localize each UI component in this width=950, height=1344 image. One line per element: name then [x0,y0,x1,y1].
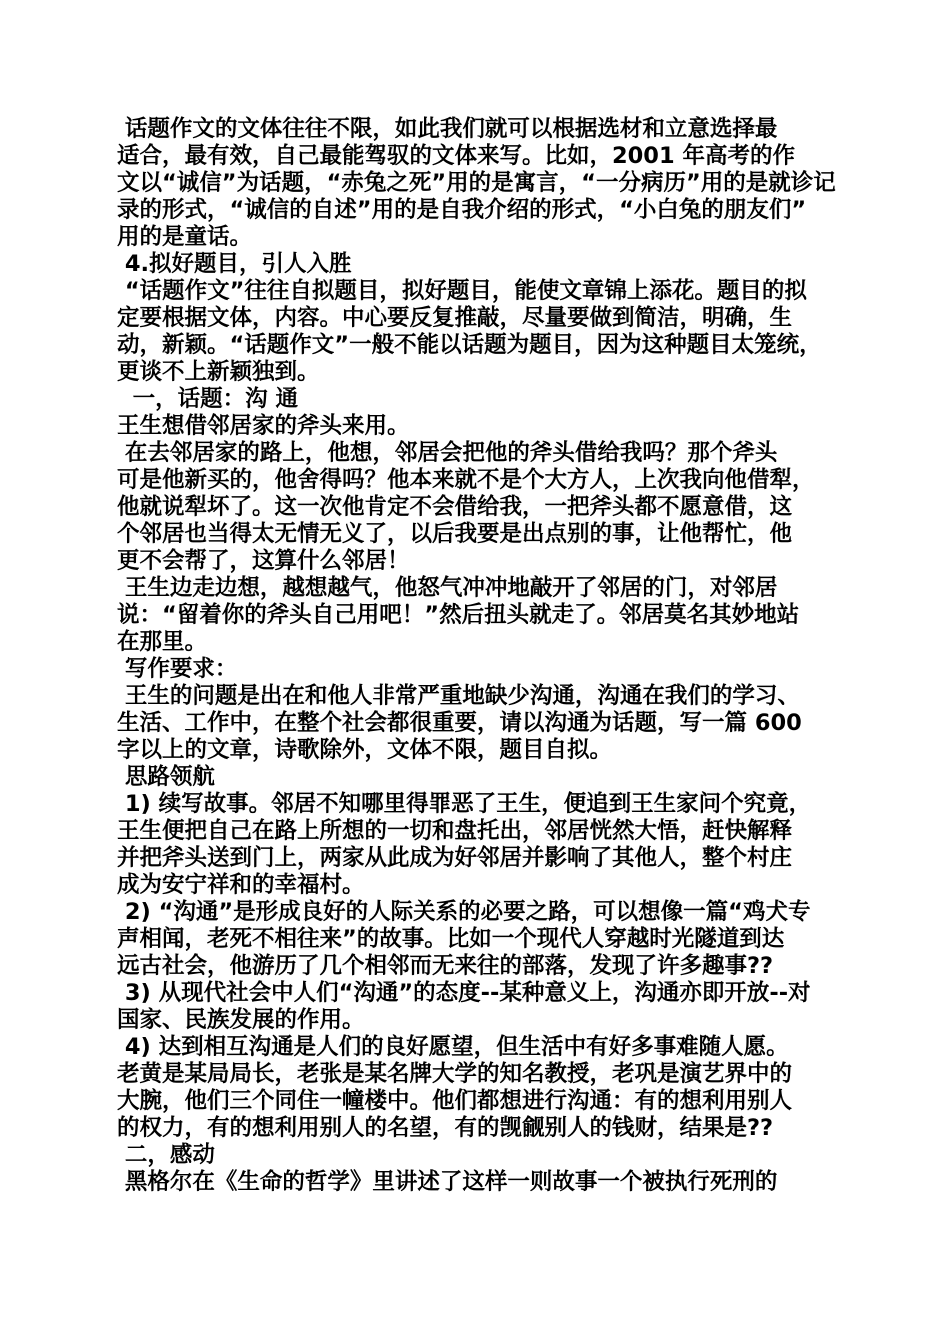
text-line: 用的是童话。 [117,224,253,250]
text-line: 话题作文的文体往往不限，如此我们就可以根据选材和立意选择最 [117,116,778,142]
section-heading-requirements [117,656,839,683]
text-line: 可是他新买的，他舍得吗？他本来就不是个大方人，上次我向他借犁， [117,467,815,493]
text-line: 在去邻居家的路上，他想，邻居会把他的斧头借给我吗？那个斧头 [117,440,778,466]
text-line: 王生想借邻居家的斧头来用。 [117,413,410,439]
list-item-idea-4 [117,1034,839,1142]
paragraph-hegel-story [117,1169,839,1196]
text-line: 王生的问题是出在和他人非常严重地缺少沟通，沟通在我们的学习、 [117,683,800,709]
text-line: 录的形式，“诚信的自述”用的是自我介绍的形式，“小白兔的朋友们” [117,197,807,223]
text-line: 4) 达到相互沟通是人们的良好愿望，但生活中有好多事难随人愿。 [117,1034,789,1060]
text-line: 黑格尔在《生命的哲学》里讲述了这样一则故事一个被执行死刑的 [117,1169,778,1195]
text-line: 的权力，有的想利用别人的名望，有的觊觎别人的钱财，结果是?? [117,1115,774,1141]
text-line: 并把斧头送到门上，两家从此成为好邻居并影响了其他人，整个村庄 [117,845,793,871]
list-item-idea-3 [117,980,839,1034]
text-line: “话题作文”往往自拟题目，拟好题目，能使文章锦上添花。题目的拟 [117,278,807,304]
text-line: 王生边走边想，越想越气，他怒气冲冲地敲开了邻居的门，对邻居 [117,575,778,601]
text-line: 3) 从现代社会中人们“沟通”的态度--某种意义上，沟通亦即开放--对 [117,980,811,1006]
heading-line: 二，感动 [117,1142,215,1168]
text-line: 1) 续写故事。邻居不知哪里得罪恶了王生，便追到王生家问个究竟， [117,791,812,817]
text-line: 2) “沟通”是形成良好的人际关系的必要之路，可以想像一篇“鸡犬专 [117,899,811,925]
text-line: 字以上的文章，诗歌除外，文体不限，题目自拟。 [117,737,613,763]
section-heading-title [117,251,839,278]
paragraph-topic-essay-style [117,116,839,251]
text-line: 适合，最有效，自己最能驾驭的文体来写。比如，2001 年高考的作 [117,143,795,169]
heading-line: 思路领航 [117,764,215,790]
paragraph-story-ending [117,575,839,656]
text-line: 王生便把自己在路上所想的一切和盘托出，邻居恍然大悟，赶快解释 [117,818,793,844]
paragraph-story-thoughts [117,440,839,575]
text-line: 成为安宁祥和的幸福村。 [117,872,365,898]
list-item-idea-1 [117,791,839,899]
text-line: 说：“留着你的斧头自己用吧！”然后扭头就走了。邻居莫名其妙地站 [117,602,800,628]
text-line: 他就说犁坏了。这一次他肯定不会借给我，一把斧头都不愿意借，这 [117,494,793,520]
text-line: 远古社会，他游历了几个相邻而无来往的部落，发现了许多趣事?? [117,953,774,979]
text-line: 定要根据文体，内容。中心要反复推敲，尽量要做到简洁，明确，生 [117,305,793,331]
text-line: 生活、工作中，在整个社会都很重要，请以沟通为话题，写一篇 600 [117,710,802,736]
text-line: 老黄是某局局长，老张是某名牌大学的知名教授，老巩是演艺界中的 [117,1061,793,1087]
text-line: 大腕，他们三个同住一幢楼中。他们都想进行沟通：有的想利用别人 [117,1088,793,1114]
heading-line: 写作要求： [117,656,238,682]
paragraph-title-advice [117,278,839,386]
text-line: 个邻居也当得太无情无义了，以后我要是出点别的事，让他帮忙，他 [117,521,793,547]
text-line: 更不会帮了，这算什么邻居！ [117,548,410,574]
list-item-idea-2 [117,899,839,980]
section-heading-moved [117,1142,839,1169]
text-line: 动，新颖。“话题作文”一般不能以话题为题目，因为这种题目太笼统， [117,332,822,358]
paragraph-story-intro [117,413,839,440]
text-line: 国家、民族发展的作用。 [117,1007,365,1033]
document-page [117,116,839,1196]
text-line: 更谈不上新颖独到。 [117,359,320,385]
section-heading-communication [117,386,839,413]
heading-line: 4.拟好题目，引人入胜 [117,251,352,277]
paragraph-requirements [117,683,839,764]
text-line: 在那里。 [117,629,208,655]
text-line: 声相闻，老死不相往来”的故事。比如一个现代人穿越时光隧道到达 [117,926,785,952]
text-line: 文以“诚信”为话题，“赤兔之死”用的是寓言，“一分病历”用的是就诊记 [117,170,836,196]
heading-line: 一，话题：沟 通 [117,386,299,412]
section-heading-guidance [117,764,839,791]
